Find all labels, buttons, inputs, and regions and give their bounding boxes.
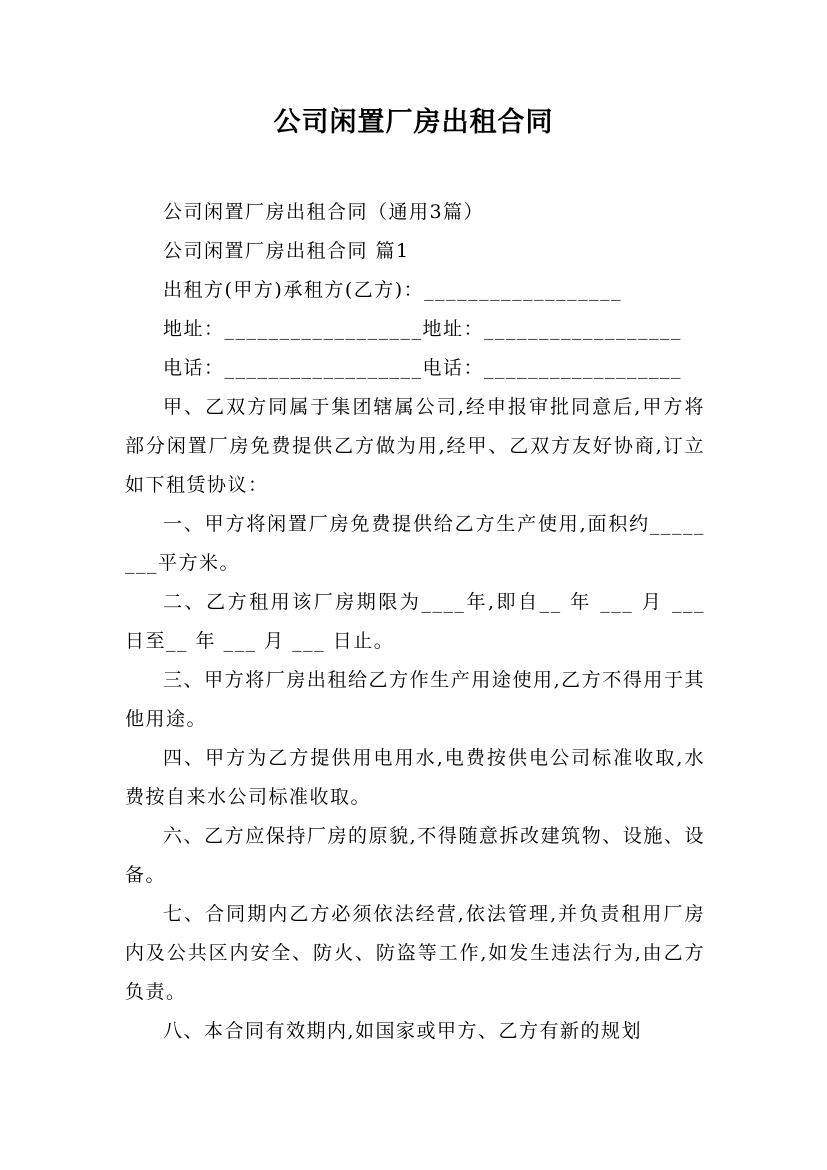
paragraph-clause-4: 四、甲方为乙方提供用电用水,电费按供电公司标准收取,水费按自来水公司标准收取。 — [125, 747, 705, 808]
paragraph-clause-7: 七、合同期内乙方必须依法经营,依法管理,并负责租用厂房内及公共区内安全、防火、防盗等工作,如发生违法行为,由乙方负责。 — [125, 903, 705, 1003]
paragraph-clause-3: 三、甲方将厂房出租给乙方作生产用途使用,乙方不得用于其他用途。 — [125, 669, 705, 730]
paragraph-section-label: 公司闲置厂房出租合同 篇1 — [163, 240, 410, 262]
paragraph-phone: 电话：__________________电话：__________________ — [163, 357, 683, 379]
paragraph-clause-8: 八、本合同有效期内,如国家或甲方、乙方有新的规划 — [163, 1020, 643, 1042]
paragraph-parties: 出租方(甲方)承租方(乙方)：__________________ — [163, 279, 623, 301]
paragraph-heading: 公司闲置厂房出租合同（通用3篇） — [163, 201, 485, 223]
paragraph-preamble: 甲、乙双方同属于集团辖属公司,经申报审批同意后,甲方将部分闲置厂房免费提供乙方做为用,经甲、乙双方友好协商,订立如下租赁协议： — [125, 396, 705, 496]
paragraph-clause-2: 二、乙方租用该厂房期限为____年,即自__ 年 ___ 月 ___ 日至__ 年 ___ 月 ___ 日止。 — [125, 591, 705, 652]
document-body — [125, 193, 705, 1051]
paragraph-clause-1: 一、甲方将闲置厂房免费提供给乙方生产使用,面积约________平方米。 — [125, 513, 705, 574]
paragraph-address: 地址：__________________地址：__________________ — [163, 318, 683, 340]
document-title: 公司闲置厂房出租合同 — [273, 107, 554, 138]
paragraph-clause-6: 六、乙方应保持厂房的原貌,不得随意拆改建筑物、设施、设备。 — [125, 825, 705, 886]
